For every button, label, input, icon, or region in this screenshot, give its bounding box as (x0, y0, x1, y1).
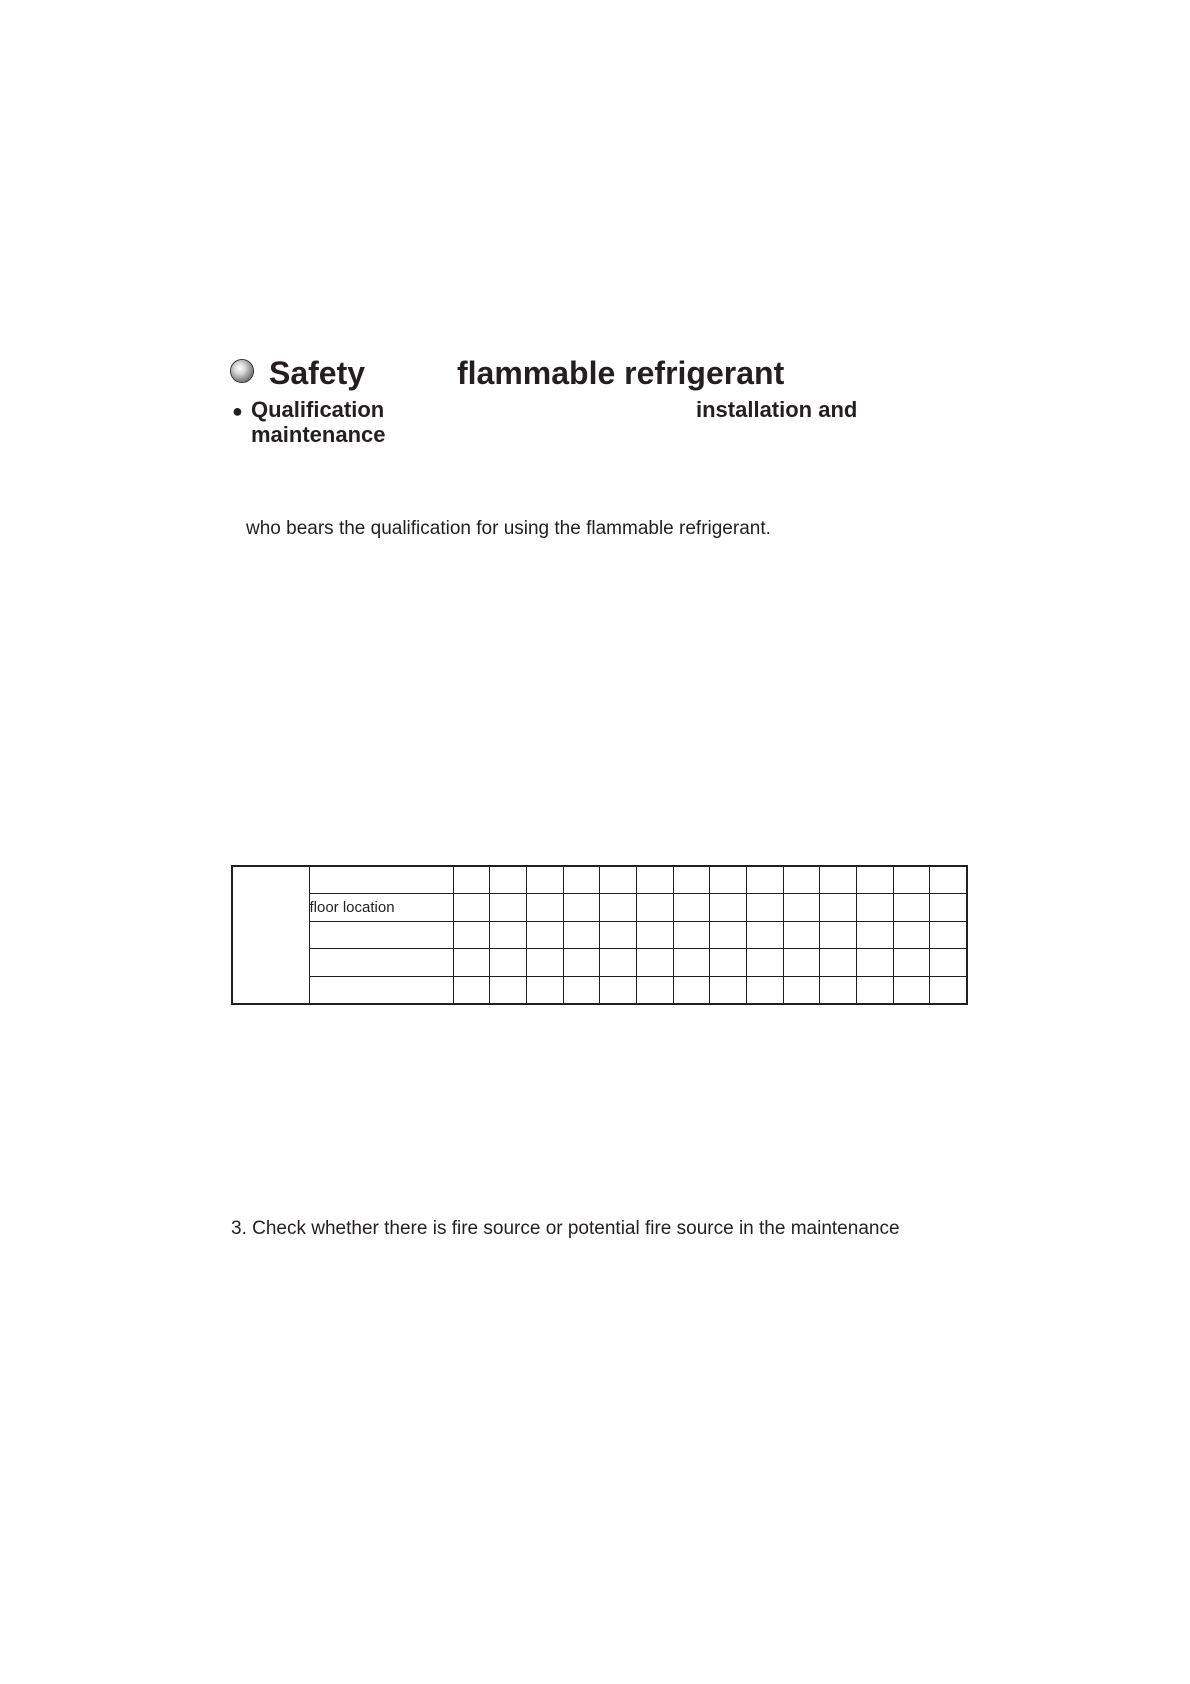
table-row (232, 921, 967, 949)
table-cell (526, 921, 563, 949)
heading-word-safety: Safety (269, 355, 366, 391)
table-cell (490, 866, 527, 894)
table-cell (600, 894, 637, 922)
table-cell (820, 866, 857, 894)
table-row-label (309, 976, 453, 1004)
table-cell (453, 894, 490, 922)
table-cell (563, 894, 600, 922)
table-cell (893, 866, 930, 894)
refrigerant-charge-table (231, 865, 968, 1005)
table-cell (857, 866, 894, 894)
table-cell (526, 894, 563, 922)
table-cell (453, 921, 490, 949)
table-cell (526, 866, 563, 894)
dot-bullet-icon: ● (232, 401, 243, 421)
table-cell (563, 976, 600, 1004)
table-cell (710, 921, 747, 949)
table-cell (490, 949, 527, 977)
table-cell (673, 894, 710, 922)
table-cell (820, 976, 857, 1004)
table-cell (893, 976, 930, 1004)
table-cell (636, 976, 673, 1004)
table-row (232, 894, 967, 922)
table-cell (820, 894, 857, 922)
table-cell (930, 949, 967, 977)
table-cell (453, 949, 490, 977)
table-cell (600, 976, 637, 1004)
table-cell (783, 976, 820, 1004)
table-cell (747, 921, 784, 949)
table-cell (930, 921, 967, 949)
table-row-label (309, 949, 453, 977)
table-cell (893, 894, 930, 922)
table-row (232, 949, 967, 977)
table-row (232, 866, 967, 894)
table-cell (747, 976, 784, 1004)
qualification-paragraph-line: who bears the qualification for using the flammable refrigerant. (246, 518, 771, 539)
table-row (232, 976, 967, 1004)
table-cell (563, 949, 600, 977)
qualification-word: Qualification (251, 397, 385, 422)
table-cell (636, 949, 673, 977)
table-cell (747, 949, 784, 977)
table-cell (820, 949, 857, 977)
table-cell (930, 894, 967, 922)
installation-and-word: installation and (696, 397, 858, 422)
table-cell (673, 976, 710, 1004)
table-side-header-cell (232, 866, 309, 1004)
table-cell (526, 949, 563, 977)
table-row-label (309, 921, 453, 949)
table-cell (710, 866, 747, 894)
table-cell (783, 866, 820, 894)
table-cell (673, 921, 710, 949)
table-cell (490, 894, 527, 922)
table-cell (783, 949, 820, 977)
table-cell (783, 921, 820, 949)
table-cell (710, 976, 747, 1004)
table-cell (930, 866, 967, 894)
table-cell (636, 866, 673, 894)
table-cell (526, 976, 563, 1004)
round-bullet-icon (231, 360, 253, 382)
table-cell (930, 976, 967, 1004)
table-cell (453, 866, 490, 894)
step-3-line: 3. Check whether there is fire source or potential fire source in the maintenance (231, 1218, 900, 1239)
table-cell (636, 921, 673, 949)
table-cell (820, 921, 857, 949)
table-cell (636, 894, 673, 922)
table-cell (453, 976, 490, 1004)
table-cell (857, 921, 894, 949)
table-cell (563, 866, 600, 894)
table-cell (783, 894, 820, 922)
table-cell (710, 894, 747, 922)
table-cell (893, 949, 930, 977)
table-cell (857, 976, 894, 1004)
table-cell (673, 866, 710, 894)
table-row-label: floor location (309, 894, 453, 922)
table-cell (857, 949, 894, 977)
maintenance-word: maintenance (251, 422, 386, 447)
heading-word-flammable-refrigerant: flammable refrigerant (457, 355, 785, 391)
table-cell (747, 866, 784, 894)
table-cell (490, 921, 527, 949)
table-cell (747, 894, 784, 922)
table-cell (600, 949, 637, 977)
table-cell (600, 921, 637, 949)
table-cell (893, 921, 930, 949)
table-cell (490, 976, 527, 1004)
table-cell (710, 949, 747, 977)
table-cell (857, 894, 894, 922)
table-cell (563, 921, 600, 949)
section-heading (231, 356, 931, 396)
table-row-label (309, 866, 453, 894)
table-cell (600, 866, 637, 894)
table-cell (673, 949, 710, 977)
